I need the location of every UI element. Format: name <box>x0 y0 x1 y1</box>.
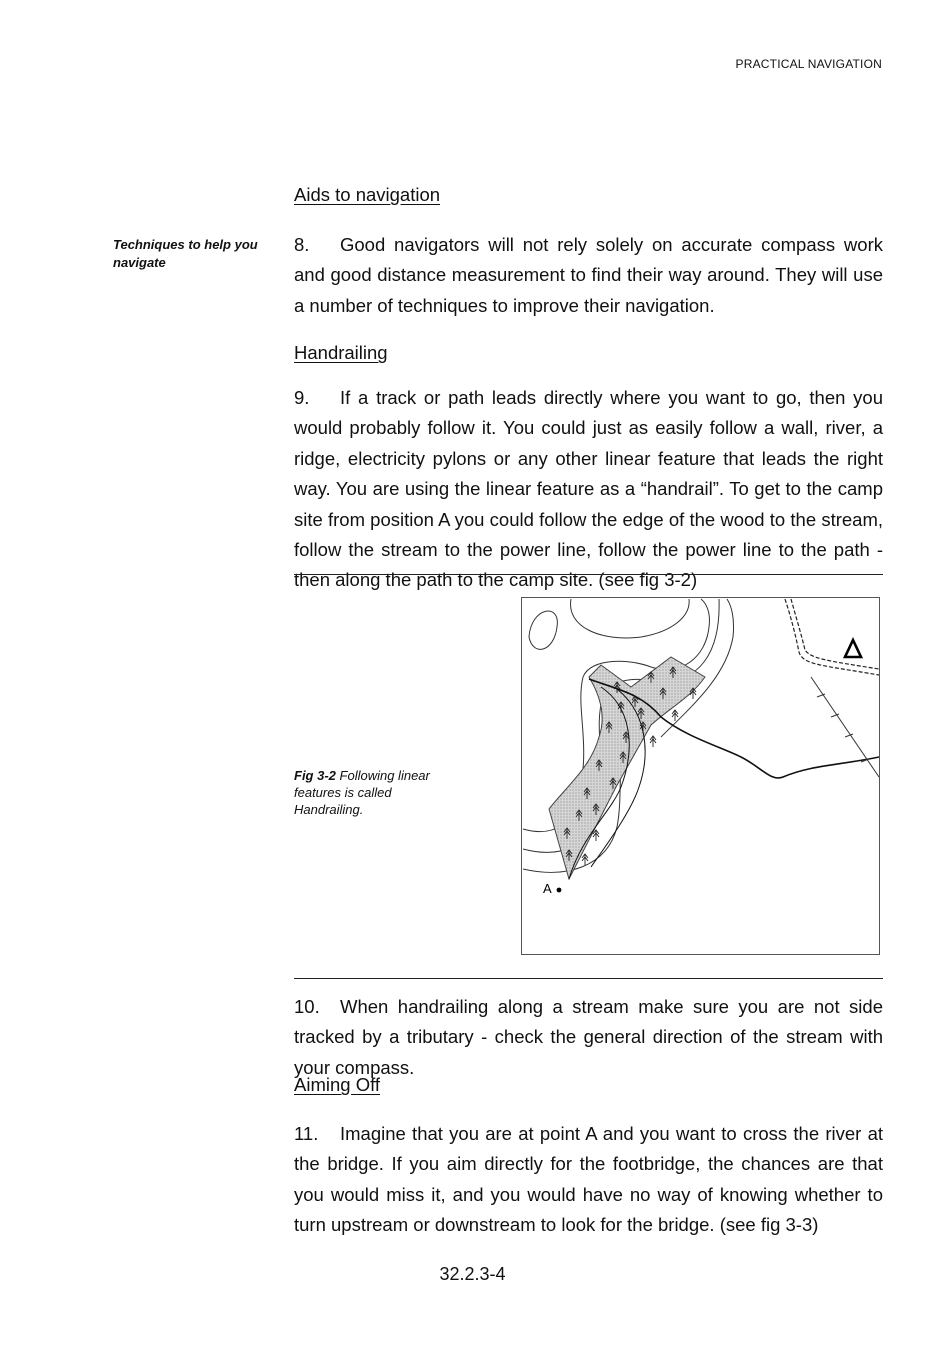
paragraph-text: Good navigators will not rely solely on accurate compass work and good distance measurement to find their way around. They will use a number of techniques to improve their navigation. <box>294 234 883 316</box>
figure-label: Fig 3-2 <box>294 768 336 783</box>
running-title: PRACTICAL NAVIGATION <box>735 57 882 71</box>
heading-handrailing: Handrailing <box>294 342 388 363</box>
paragraph-9 <box>294 383 883 596</box>
paragraph-text: If a track or path leads directly where you want to go, then you would probably follow it. You could just as easily follow a wall, river, a ridge, electricity pylons or any other linear feature that leads the right way. You are using the linear feature as a “handrail”. To get to the camp site from position A you could follow the edge of the wood to the stream, follow the stream to the power line, follow the power line to the path - then along the path to the camp site. (see fig 3-2) <box>294 387 883 591</box>
figure-top-rule <box>294 574 883 575</box>
paragraph-number: 8. <box>294 234 310 255</box>
point-a-label: A <box>543 881 552 896</box>
margin-note: Techniques to help you navigate <box>113 237 258 270</box>
paragraph-10 <box>294 992 883 1083</box>
paragraph-11 <box>294 1119 883 1241</box>
figure-caption <box>294 767 454 818</box>
paragraph-number: 11. <box>294 1123 319 1144</box>
paragraph-8 <box>294 230 883 321</box>
paragraph-number: 9. <box>294 387 310 408</box>
paragraph-text: When handrailing along a stream make sure you are not side tracked by a tributary - check the general direction of the stream with your compass. <box>294 996 883 1078</box>
figure-bottom-rule <box>294 978 883 979</box>
heading-aids-to-navigation: Aids to navigation <box>294 184 441 205</box>
heading-aiming-off: Aiming Off <box>294 1074 381 1095</box>
handrailing-map <box>521 597 880 955</box>
figure-caption-text: Following linear features is called Handrailing. <box>294 768 430 817</box>
point-a-marker <box>557 888 562 893</box>
paragraph-number: 10. <box>294 996 320 1017</box>
paragraph-text: Imagine that you are at point A and you want to cross the river at the bridge. If you aim directly for the footbridge, the chances are that you would miss it, and you would have no way of knowing whether to turn upstream or downstream to look for the bridge. (see fig 3-3) <box>294 1123 883 1236</box>
page-number: 32.2.3-4 <box>439 1264 506 1284</box>
